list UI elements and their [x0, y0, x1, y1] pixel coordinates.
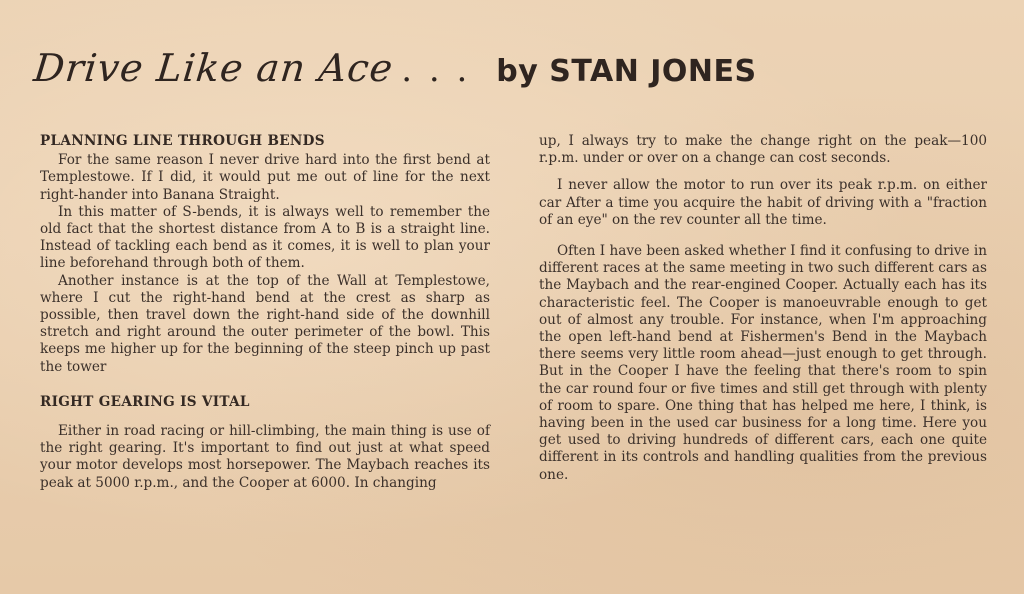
article-title: Drive Like an Ace — [31, 46, 396, 90]
paragraph: up, I always try to make the change right on the peak—100 r.p.m. under or over on a change can cost seconds. — [539, 133, 987, 167]
paragraph: In this matter of S-bends, it is always well to remember the old fact that the shortest distance from A to B is a straight line. Instead of tackling each bend as it comes, it is well to plan your line beforehand through both of them. — [40, 203, 490, 272]
title-ellipsis: . . . — [401, 50, 471, 90]
section-heading-planning-line: PLANNING LINE THROUGH BENDS — [40, 133, 325, 149]
left-column — [40, 133, 490, 492]
paragraph: Often I have been asked whether I find it confusing to drive in different races at the same meeting in two such different cars as the Maybach and the rear-engined Cooper. Actually each has its characteristic feel. The Cooper is manoeuvrable enough to get out of almost any trouble. For instance, when I'm approaching the open left-hand bend at Fishermen's Bend in the Maybach there seems very little room ahead—just enough to get through. But in the Cooper I have the feeling that there's room to spin the car round four or five times and still get through with plenty of room to spare. One thing that has helped me here, I think, is having been in the used car business for a long time. Here you get used to driving hundreds of different cars, each one quite different in its controls and handling qualities from the previous one. — [539, 243, 987, 483]
paragraph: I never allow the motor to run over its peak r.p.m. on either car After a time you acquire the habit of driving with a "fraction of an eye" on the rev counter all the time. — [539, 177, 987, 228]
byline: by STAN JONES — [496, 54, 757, 89]
right-column — [539, 133, 987, 484]
paragraph: Another instance is at the top of the Wall at Templestowe, where I cut the right-hand bend at the crest as sharp as possible, then travel down the right-hand side of the downhill stretch and right around the outer perimeter of the bowl. This keeps me higher up for the beginning of the steep pinch up past the tower — [40, 272, 490, 375]
masthead — [31, 46, 757, 110]
section-heading-right-gearing: RIGHT GEARING IS VITAL — [40, 393, 250, 410]
paragraph: For the same reason I never drive hard into the first bend at Templestowe. If I did, it would put me out of line for the next right-hander into Banana Straight. — [40, 152, 490, 203]
paragraph: Either in road racing or hill-climbing, the main thing is use of the right gearing. It's important to find out just at what speed your motor develops most horsepower. The Maybach reaches its peak at 5000 r.p.m., and the Cooper at 6000. In changing — [40, 423, 490, 491]
